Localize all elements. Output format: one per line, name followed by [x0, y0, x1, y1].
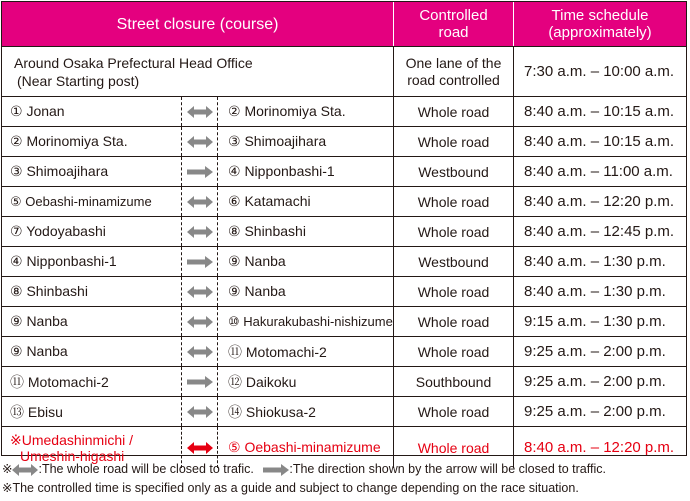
- time-schedule: 8:40 a.m. – 1:30 p.m.: [524, 283, 666, 300]
- route-to: ⑫ Daikoku: [218, 367, 394, 396]
- start-road-line2: road controlled: [407, 71, 500, 88]
- controlled-road: Westbound: [394, 247, 514, 276]
- double-arrow-icon: [182, 397, 218, 426]
- right-arrow-icon: [182, 157, 218, 186]
- time-schedule: 8:40 a.m. – 1:30 p.m.: [524, 253, 666, 270]
- controlled-road: Whole road: [394, 397, 514, 426]
- header-time-schedule-line1: Time schedule: [551, 7, 649, 24]
- time-schedule: 9:25 a.m. – 2:00 p.m.: [524, 403, 666, 420]
- controlled-road: Southbound: [394, 367, 514, 396]
- last-row-time: 8:40 a.m. – 12:20 p.m.: [524, 439, 675, 456]
- double-arrow-icon: [182, 277, 218, 306]
- start-area-line1: Around Osaka Prefectural Head Office: [14, 54, 253, 71]
- legend-note: [2, 462, 606, 477]
- table-row-start: [2, 46, 686, 96]
- table-row: [2, 396, 686, 426]
- time-schedule: 9:25 a.m. – 2:00 p.m.: [524, 373, 666, 390]
- double-arrow-icon: [12, 462, 38, 476]
- table-row: [2, 276, 686, 306]
- header-street-closure: Street closure (course): [2, 2, 394, 46]
- route-to: ⑥ Katamachi: [218, 187, 394, 216]
- header-controlled-road: [394, 2, 514, 46]
- table-row: [2, 156, 686, 186]
- route-from: ⑤ Oebashi-minamizume: [2, 187, 182, 216]
- double-arrow-icon: [182, 127, 218, 156]
- table-row: [2, 366, 686, 396]
- double-arrow-icon: [182, 307, 218, 336]
- route-to: ⑩ Hakurakubashi-nishizume: [218, 307, 394, 336]
- double-arrow-icon: [182, 217, 218, 246]
- last-row-from-line1: ※Umedashinmichi /: [10, 431, 133, 448]
- controlled-road: Westbound: [394, 157, 514, 186]
- table-row: [2, 306, 686, 336]
- route-from: ⑨ Nanba: [2, 307, 182, 336]
- table-row: [2, 126, 686, 156]
- controlled-road: Whole road: [394, 187, 514, 216]
- route-from: ⑧ Shinbashi: [2, 277, 182, 306]
- double-arrow-icon: [182, 97, 218, 126]
- route-from: ③ Shimoajihara: [2, 157, 182, 186]
- table-row: [2, 96, 686, 126]
- time-schedule: 9:15 a.m. – 1:30 p.m.: [524, 313, 666, 330]
- route-from: ⑦ Yodoyabashi: [2, 217, 182, 246]
- time-schedule: 8:40 a.m. – 12:20 p.m.: [524, 193, 675, 210]
- double-arrow-icon: [182, 337, 218, 366]
- table-row: [2, 216, 686, 246]
- controlled-road: Whole road: [394, 217, 514, 246]
- header-controlled-road-line2: road: [438, 24, 469, 41]
- note-line1-b: :The direction shown by the arrow will be closed to traffic.: [289, 462, 606, 476]
- route-to: ⑪ Motomachi-2: [218, 337, 394, 366]
- route-to: ⑧ Shinbashi: [218, 217, 394, 246]
- disclaimer-note: ※The controlled time is specified only as a guide and subject to change depending on the race situation.: [2, 481, 579, 495]
- header-time-schedule-line2: (approximately): [548, 24, 652, 41]
- route-from: ⑪ Motomachi-2: [2, 367, 182, 396]
- time-schedule: 8:40 a.m. – 12:45 p.m.: [524, 223, 675, 240]
- note-line1-a: :The whole road will be closed to trafic.: [38, 462, 254, 476]
- controlled-road: Whole road: [394, 127, 514, 156]
- table-row: [2, 186, 686, 216]
- route-from: ⑨ Nanba: [2, 337, 182, 366]
- table-row: [2, 246, 686, 276]
- time-schedule: 8:40 a.m. – 10:15 a.m.: [524, 133, 675, 150]
- route-to: ⑭ Shiokusa-2: [218, 397, 394, 426]
- note-mark: ※: [2, 462, 13, 476]
- controlled-road: Whole road: [394, 277, 514, 306]
- route-to: ② Morinomiya Sta.: [218, 97, 394, 126]
- last-row-from-line2: Umeshin-higashi: [20, 447, 125, 464]
- header-controlled-road-line1: Controlled: [419, 7, 488, 24]
- route-to: ⑨ Nanba: [218, 277, 394, 306]
- time-schedule: 8:40 a.m. – 10:15 a.m.: [524, 103, 675, 120]
- route-from: ② Morinomiya Sta.: [2, 127, 182, 156]
- right-arrow-icon: [182, 367, 218, 396]
- closure-table: [1, 1, 687, 464]
- controlled-road: Whole road: [394, 337, 514, 366]
- time-schedule: 9:25 a.m. – 2:00 p.m.: [524, 343, 666, 360]
- start-time: 7:30 a.m. – 10:00 a.m.: [524, 63, 675, 80]
- header-time-schedule: [514, 2, 686, 46]
- start-road: [394, 47, 514, 96]
- route-to: ④ Nipponbashi-1: [218, 157, 394, 186]
- start-road-line1: One lane of the: [405, 54, 502, 71]
- right-arrow-icon: [182, 247, 218, 276]
- table-row: [2, 336, 686, 366]
- controlled-road: Whole road: [394, 307, 514, 336]
- route-to: ③ Shimoajihara: [218, 127, 394, 156]
- start-area-line2: (Near Starting post): [17, 72, 140, 89]
- start-area: [2, 47, 394, 96]
- time-schedule: 8:40 a.m. – 11:00 a.m.: [524, 163, 673, 180]
- double-arrow-icon: [182, 187, 218, 216]
- route-from: ⑬ Ebisu: [2, 397, 182, 426]
- right-arrow-icon: [263, 462, 289, 476]
- route-from: ① Jonan: [2, 97, 182, 126]
- route-to: ⑨ Nanba: [218, 247, 394, 276]
- last-row-to: ⑤ Oebashi-minamizume: [218, 427, 394, 468]
- controlled-road: Whole road: [394, 97, 514, 126]
- last-row-road: Whole road: [394, 427, 514, 468]
- route-from: ④ Nipponbashi-1: [2, 247, 182, 276]
